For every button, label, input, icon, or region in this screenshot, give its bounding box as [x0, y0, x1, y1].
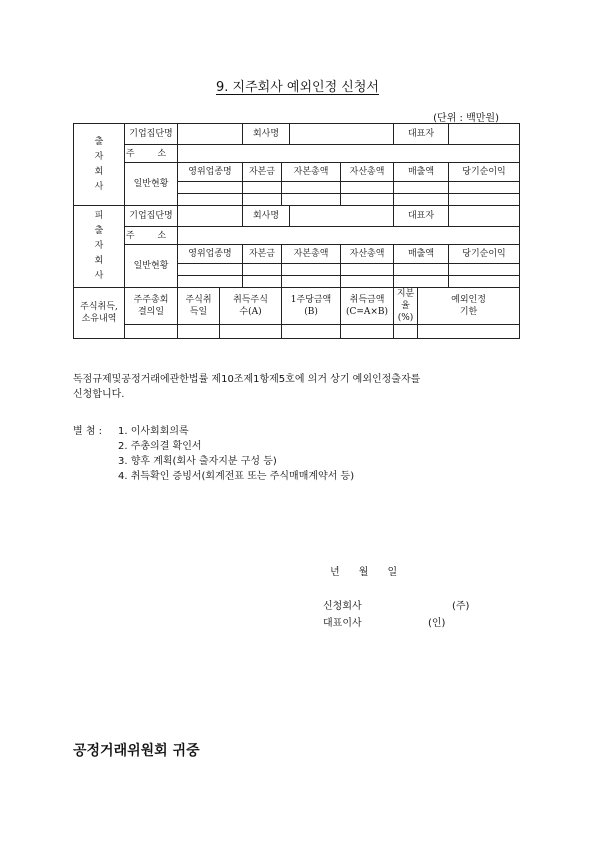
investee-net-income-field[interactable] [449, 264, 520, 276]
application-form-table [73, 123, 520, 339]
shares-col-price-per-share: 1주당금액 (B) [282, 288, 341, 325]
date-line: 년 월 일 [330, 567, 398, 578]
shares-col-equity-ratio: 지분율 (%) [394, 288, 418, 325]
investee-status-label: 일반현황 [125, 245, 178, 288]
investor-row-1 [74, 124, 520, 145]
shares-price-field[interactable] [282, 325, 341, 339]
investee-sales-field-2[interactable] [394, 276, 449, 288]
investee-col-industry: 영위업종명 [178, 245, 243, 264]
investor-total-capital-field-2[interactable] [282, 194, 341, 206]
investor-sales-field[interactable] [394, 182, 449, 194]
investee-total-assets-field[interactable] [341, 264, 394, 276]
recipient-footer: 공정거래위원회 귀중 [73, 743, 200, 759]
investor-address-field[interactable] [178, 145, 520, 163]
investor-net-income-field[interactable] [449, 182, 520, 194]
investee-col-capital: 자본금 [243, 245, 282, 264]
investee-group-label: 기업집단명 [125, 206, 178, 227]
attachment-item: 3. 향후 계획(회사 출자지분 구성 등) [118, 456, 277, 467]
investee-total-assets-field-2[interactable] [341, 276, 394, 288]
attachment-item: 4. 취득확인 증빙서(회계전표 또는 주식매매계약서 등) [118, 471, 355, 482]
shares-acquisition-date-field[interactable] [178, 325, 220, 339]
investor-col-total-capital: 자본총액 [282, 163, 341, 182]
investor-company-field[interactable] [290, 124, 394, 145]
investee-ceo-label: 대표자 [394, 206, 449, 227]
applicant-seal-mark: (주) [452, 601, 470, 612]
investor-row-3 [74, 163, 520, 182]
investor-ceo-label: 대표자 [394, 124, 449, 145]
investee-sales-field[interactable] [394, 264, 449, 276]
shares-share-count-field[interactable] [220, 325, 282, 339]
investee-industry-field-2[interactable] [178, 276, 243, 288]
representative-seal-mark: (인) [428, 618, 446, 629]
applicant-label: 신청회사 [323, 601, 362, 612]
investee-capital-field[interactable] [243, 264, 282, 276]
investor-capital-field-2[interactable] [243, 194, 282, 206]
investor-ceo-field[interactable] [449, 124, 520, 145]
investee-net-income-field-2[interactable] [449, 276, 520, 288]
investee-address-label: 주 소 [125, 227, 178, 245]
investor-industry-field[interactable] [178, 182, 243, 194]
investor-industry-field-2[interactable] [178, 194, 243, 206]
statement-line-1: 독점규제및공정거래에관한법률 제10조제1항제5호에 의거 상기 예외인정출자를 [73, 374, 421, 385]
statement-line-2: 신청합니다. [73, 389, 125, 400]
investee-company-label: 회사명 [243, 206, 290, 227]
investee-col-total-capital: 자본총액 [282, 245, 341, 264]
shares-col-acquisition-date: 주식취 득일 [178, 288, 220, 325]
shares-deadline-field[interactable] [418, 325, 520, 339]
shares-amount-field[interactable] [341, 325, 394, 339]
investor-col-capital: 자본금 [243, 163, 282, 182]
investee-address-field[interactable] [178, 227, 520, 245]
investor-address-label: 주 소 [125, 145, 178, 163]
shares-ratio-field[interactable] [394, 325, 418, 339]
investee-row-3 [74, 245, 520, 264]
investee-ceo-field[interactable] [449, 206, 520, 227]
shares-col-exception-deadline: 예외인정 기한 [418, 288, 520, 325]
shares-data-row [74, 325, 520, 339]
document-title [0, 76, 595, 95]
shares-label: 주식취득, 소유내역 [74, 288, 125, 339]
shares-col-resolution-date: 주주총회 결의일 [125, 288, 178, 325]
investee-col-total-assets: 자산총액 [341, 245, 394, 264]
attachments-label: 별 첨 : [73, 426, 103, 437]
shares-header-row [74, 288, 520, 325]
shares-col-share-count: 취득주식 수(A) [220, 288, 282, 325]
investor-status-label: 일반현황 [125, 163, 178, 206]
shares-resolution-date-field[interactable] [125, 325, 178, 339]
investee-total-capital-field-2[interactable] [282, 276, 341, 288]
investor-col-net-income: 당기순이익 [449, 163, 520, 182]
investor-row-2 [74, 145, 520, 163]
application-statement [73, 372, 533, 402]
investee-col-net-income: 당기순이익 [449, 245, 520, 264]
investor-total-capital-field[interactable] [282, 182, 341, 194]
attachment-item: 1. 이사회회의록 [118, 426, 189, 437]
investor-net-income-field-2[interactable] [449, 194, 520, 206]
investor-group-field[interactable] [178, 124, 243, 145]
investor-capital-field[interactable] [243, 182, 282, 194]
investee-capital-field-2[interactable] [243, 276, 282, 288]
shares-col-acquisition-amount: 취득금액 (C=A×B) [341, 288, 394, 325]
investee-row-1 [74, 206, 520, 227]
investee-group-field[interactable] [178, 206, 243, 227]
investor-sales-field-2[interactable] [394, 194, 449, 206]
attachment-item: 2. 주총의결 확인서 [118, 441, 202, 452]
unit-note: (단위 : 백만원) [433, 113, 499, 124]
investee-industry-field[interactable] [178, 264, 243, 276]
attachments-list [118, 424, 354, 484]
title-text: 9. 지주회사 예외인정 신청서 [216, 80, 379, 95]
investor-total-assets-field[interactable] [341, 182, 394, 194]
representative-label: 대표이사 [323, 618, 362, 629]
investor-group-label: 기업집단명 [125, 124, 178, 145]
investor-company-label: 회사명 [243, 124, 290, 145]
investor-col-industry: 영위업종명 [178, 163, 243, 182]
investee-row-2 [74, 227, 520, 245]
investee-label: 피 출 자 회 사 [74, 206, 125, 288]
investee-col-sales: 매출액 [394, 245, 449, 264]
investee-total-capital-field[interactable] [282, 264, 341, 276]
investor-total-assets-field-2[interactable] [341, 194, 394, 206]
investor-col-sales: 매출액 [394, 163, 449, 182]
investor-label: 출 자 회 사 [74, 124, 125, 206]
investee-company-field[interactable] [290, 206, 394, 227]
investor-col-total-assets: 자산총액 [341, 163, 394, 182]
